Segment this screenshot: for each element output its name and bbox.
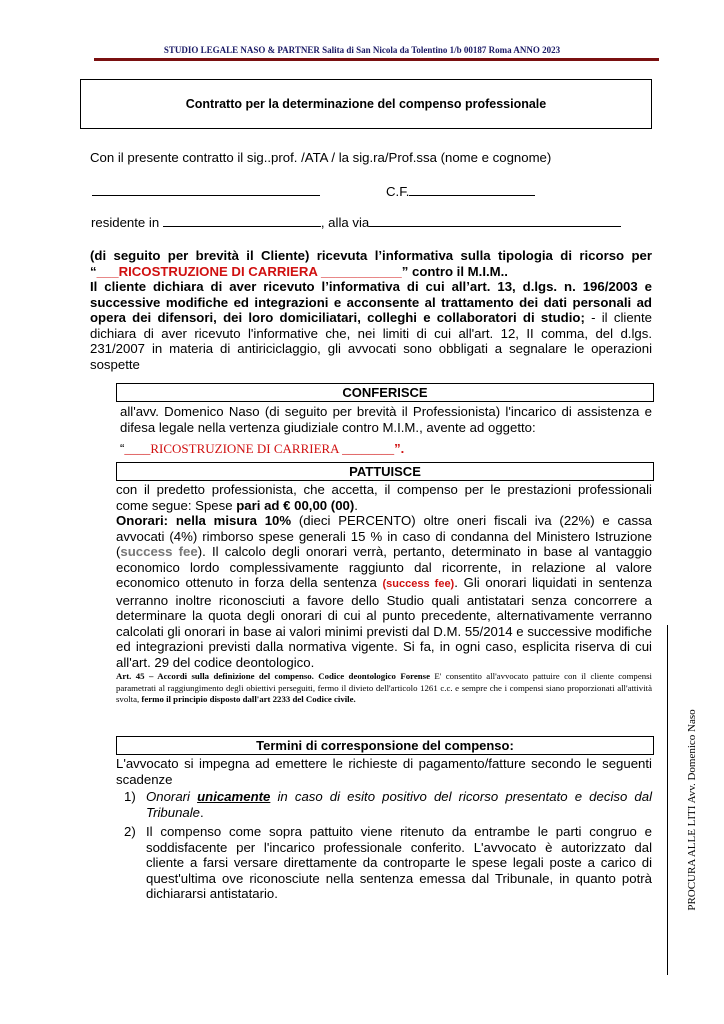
letterhead: STUDIO LEGALE NASO & PARTNER Salita di San Nicola da Tolentino 1/b 00187 Roma ANNO 2023	[163, 45, 561, 55]
conferisce-text: all'avv. Domenico Naso (di seguito per brevità il Professionista) l'incarico di assistenza e difesa legale nella vertenza giudiziale contro M.I.M., avente ad oggetto:	[120, 404, 652, 435]
client-p1-start: (di seguito per brevità il Cliente) ricevuta l’informativa sulla tipologia di ricorso per “	[90, 248, 652, 279]
side-rule	[667, 625, 668, 975]
privacy-consent-text: Il cliente dichiara di aver ricevuto l’informativa di cui all’art. 13, d.lgs. n. 196/2003 e successive modifiche ed integrazioni e acconsente al trattamento dei dati personali ad opera dei difensori, dei loro domiciliatari, colleghi e collaboratori di studio;	[90, 279, 652, 325]
conferisce-heading: CONFERISCE	[116, 383, 654, 402]
spese-text: con il predetto professionista, che accetta, il compenso per le prestazioni professionali come segue: Spese	[116, 482, 652, 513]
client-subject: ___RICOSTRUZIONE DI CARRIERA ___________	[96, 263, 402, 279]
art45-principle: fermo il principio disposto dall'art 2233 del Codice civile.	[141, 694, 356, 704]
street-field[interactable]	[369, 226, 621, 227]
spese-paragraph	[116, 482, 652, 513]
residence-row	[91, 215, 621, 230]
item-1-text-b: in caso di esito positivo del ricorso presentato e deciso dal Tribunale	[146, 789, 652, 820]
name-row	[92, 184, 320, 199]
procura-text: PROCURA ALLE LITI Avv. Domenico Naso	[686, 709, 698, 911]
success-fee-label-red: (success fee)	[382, 578, 455, 590]
termini-item-1	[124, 789, 652, 820]
onorari-text-c: . Gli onorari liquidati in sentenza verranno inoltre riconosciuti a favore dello Studio quali antistatari senza concorrere a determinare la quota degli onorari di cui al punto precedente, alternativamente verranno calcolati gli onorari in base ai valori minimi previsti dal D.M. 55/2014 e successive modifiche ed integrazioni previsti dalla normativa vigente. Si fa, in ogni caso, esplicita riserva di cui all'art. 29 del codice deontologico.	[116, 575, 652, 670]
residente-label: residente in	[91, 215, 160, 230]
item-1-text-a: Onorari	[146, 789, 198, 804]
success-fee-label: success fee	[120, 544, 198, 559]
antiriciclaggio-text: - il cliente dichiara di aver ricevuto l'informative che, nei limiti di cui all'art. 12, II comma, del d.lgs. 231/2007 in materia di antiriciclaggio, gli avvocati sono obbligati a segnalare le operazioni sospette	[90, 310, 652, 372]
item-1-unicamente: unicamente	[197, 789, 271, 804]
document-title-box	[80, 79, 652, 129]
quote-close: ”.	[394, 441, 405, 456]
item-2-text: Il compenso come sopra pattuito viene ritenuto da entrambe le parti congruo e soddisfacente per l'incarico professionale conferito. L'avvocato è autorizzato dal cliente a farsi versare direttamente da controparte le spese legali poste a carico di quest'ultima ove riconosciute nella sentenza emessa dal Tribunale, in quanto potrà dichiararsi antistatario.	[146, 824, 652, 901]
residence-field[interactable]	[163, 226, 321, 227]
procura-margin	[672, 650, 712, 970]
termini-item-2	[124, 824, 652, 902]
spese-end: .	[354, 497, 358, 513]
via-label: , alla via	[320, 215, 370, 230]
client-block	[90, 248, 652, 372]
art45-note	[116, 671, 652, 706]
onorari-text-b: ). Il calcolo degli onorari verrà, pertanto, determinato in base al vantaggio economico lordo complessivamente raggiunto dal ricorrente, in relazione al valore economico ottenuto in forza della sentenza	[116, 544, 652, 590]
termini-heading: Termini di corresponsione del compenso:	[116, 736, 654, 755]
pattuisce-body	[116, 482, 652, 706]
client-paragraph-1	[90, 248, 652, 279]
client-p1-end: ” contro il M.I.M..	[401, 263, 508, 279]
onorari-text-a: (dieci PERCENTO) oltre oneri fiscali iva (22%) e cassa avvocati (4%) rimborso spese generali 15 % in caso di condanna del Ministero Istruzione (	[116, 513, 652, 559]
pattuisce-heading: PATTUISCE	[116, 462, 654, 481]
conferisce-subject-line	[120, 441, 404, 457]
art45-title: Art. 45 – Accordi sulla definizione del compenso. Codice deontologico Forense	[116, 671, 430, 681]
spese-amount: pari ad € 00,00 (00)	[236, 497, 355, 513]
onorari-percent: Onorari: nella misura 10%	[116, 513, 292, 528]
document-title: Contratto per la determinazione del compenso professionale	[185, 97, 547, 111]
item-1-number: 1)	[124, 789, 136, 804]
intro-line: Con il presente contratto il sig..prof. /ATA / la sig.ra/Prof.ssa (nome e cognome)	[90, 150, 552, 165]
termini-intro: L'avvocato si impegna ad emettere le richieste di pagamento/fatture secondo le seguenti scadenze	[116, 756, 652, 787]
item-1-end: .	[200, 804, 204, 820]
letterhead-rule	[94, 58, 659, 61]
name-field[interactable]	[92, 195, 320, 196]
cf-row	[386, 184, 535, 199]
art45-text: E' consentito all'avvocato pattuire con il cliente compensi parametrati al raggiungimento degli obiettivi perseguiti, fermo il divieto dell'articolo 1261 c.c. e sempre che i compensi siano proporzionati all'attività svolta,	[116, 671, 652, 704]
conferisce-subject: ____RICOSTRUZIONE DI CARRIERA ________	[124, 441, 395, 456]
item-2-number: 2)	[124, 824, 136, 839]
item-1-text	[146, 789, 652, 820]
onorari-paragraph	[116, 513, 652, 670]
cf-field[interactable]	[409, 195, 535, 196]
client-paragraph-2	[90, 279, 652, 372]
quote-open: “	[120, 441, 125, 456]
cf-label: C.F.	[386, 184, 410, 199]
